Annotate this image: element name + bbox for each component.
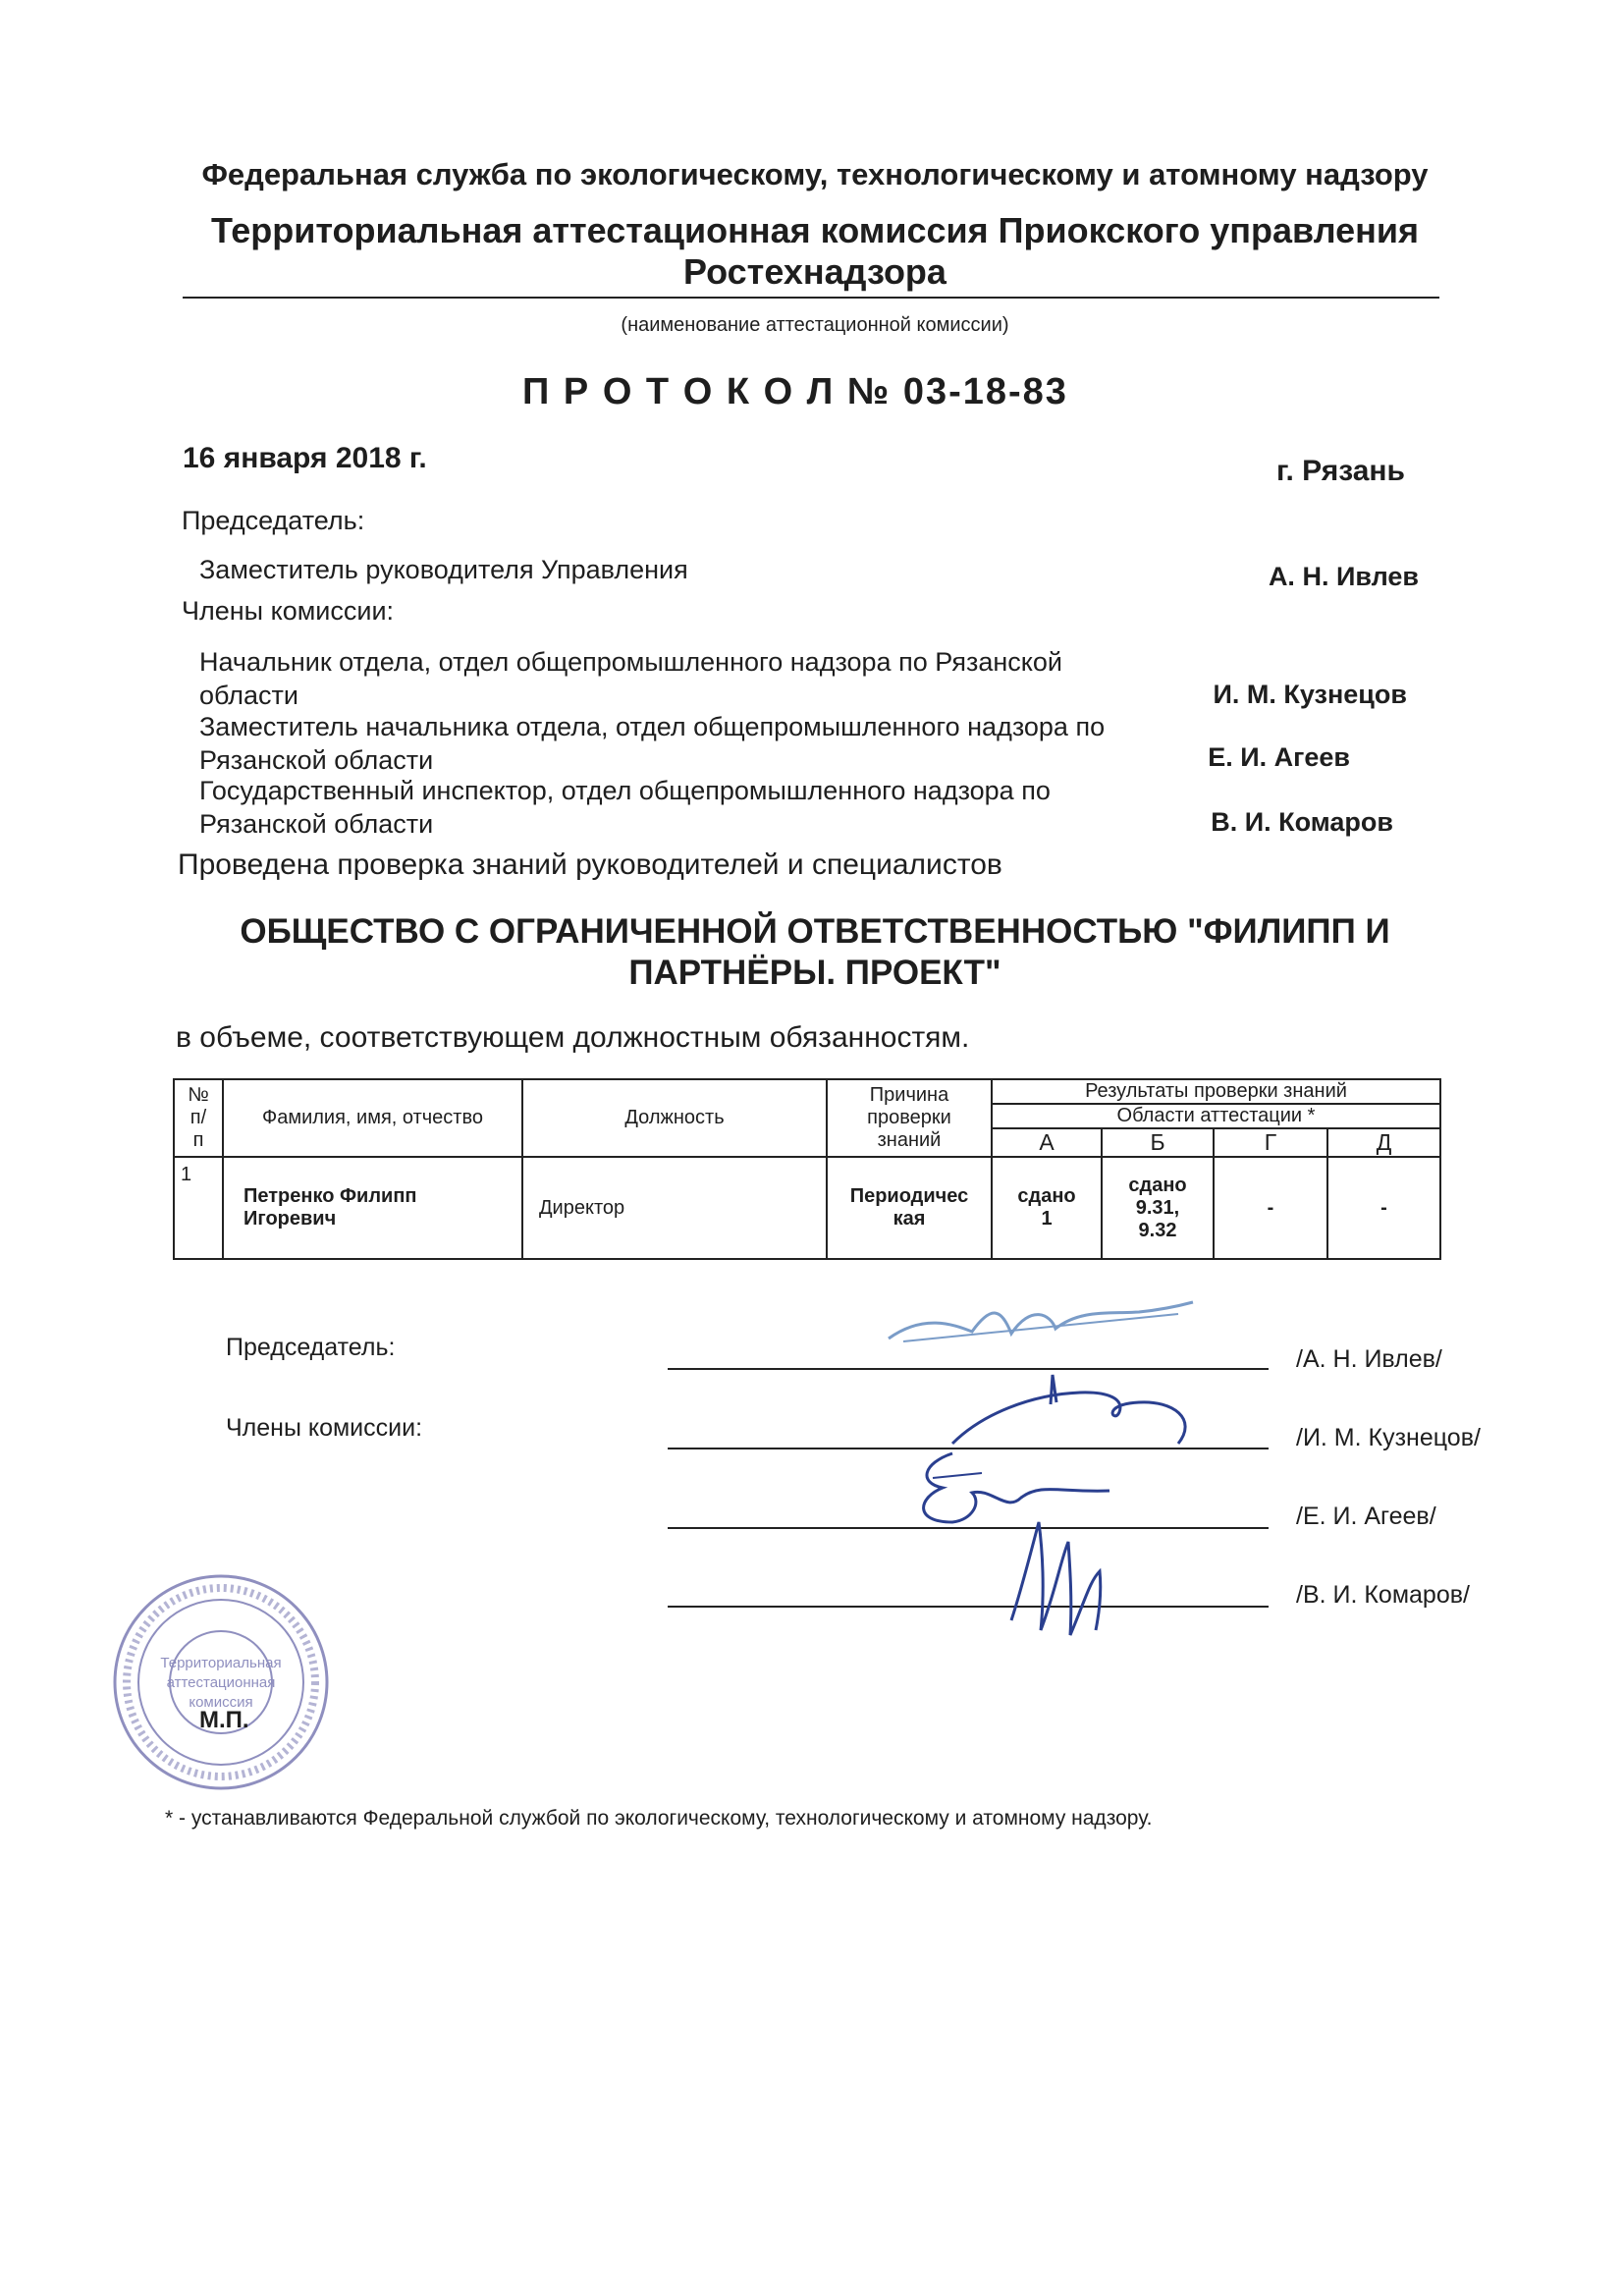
header-areas: Области аттестации * xyxy=(992,1104,1440,1128)
header-col-b: Б xyxy=(1102,1128,1214,1157)
footnote: * - устанавливаются Федеральной службой по экологическому, технологическому и атомному надзору. xyxy=(165,1807,1153,1830)
protocol-city: г. Рязань xyxy=(1275,455,1405,487)
commission-name xyxy=(137,210,1492,293)
cell-area-a xyxy=(992,1157,1102,1259)
cell-text: Игоревич xyxy=(243,1208,337,1230)
header-reason xyxy=(827,1079,992,1157)
signature-line xyxy=(668,1606,1269,1608)
stamp-text: комиссия xyxy=(189,1694,253,1711)
commission-line-2: Ростехнадзора xyxy=(683,251,947,292)
chairman-label: Председатель: xyxy=(182,506,365,535)
company-name xyxy=(137,911,1492,994)
check-text: Проведена проверка знаний руководителей и специалистов xyxy=(178,848,1002,881)
signature-name: /И. М. Кузнецов/ xyxy=(1296,1424,1481,1451)
signature-name: /Е. И. Агеев/ xyxy=(1296,1503,1436,1530)
stamp-text: аттестационная xyxy=(166,1674,276,1691)
scope-text: в объеме, соответствующем должностным обязанностям. xyxy=(176,1021,970,1054)
commission-line-1: Территориальная аттестационная комиссия Приокского управления xyxy=(211,210,1419,250)
header-results: Результаты проверки знаний xyxy=(992,1079,1440,1104)
member-position-line: Начальник отдела, отдел общепромышленного надзора по Рязанской xyxy=(199,647,1062,677)
chairman-signature xyxy=(884,1294,1198,1353)
member-position-line: Заместитель начальника отдела, отдел общепромышленного надзора по xyxy=(199,712,1106,741)
stamp-text: Территориальная xyxy=(160,1655,282,1671)
cell-text: кая xyxy=(893,1208,926,1230)
member-position xyxy=(199,645,1062,712)
members-label: Члены комиссии: xyxy=(182,596,395,626)
header-col-a: А xyxy=(992,1128,1102,1157)
header-text: Причина xyxy=(869,1084,949,1106)
header-text: № xyxy=(188,1084,209,1106)
results-table xyxy=(173,1078,1441,1260)
signature-members-label: Члены комиссии: xyxy=(226,1414,423,1442)
cell-area-d: - xyxy=(1327,1157,1440,1259)
protocol-title: П Р О Т О К О Л № 03-18-83 xyxy=(522,371,1068,412)
header-text: знаний xyxy=(877,1129,942,1151)
member-position xyxy=(199,710,1105,777)
commission-caption: (наименование аттестационной комиссии) xyxy=(621,314,1009,336)
signature-chairman-label: Председатель: xyxy=(226,1334,396,1361)
cell-text: сдано xyxy=(1017,1185,1076,1207)
header-text: проверки xyxy=(867,1107,951,1128)
member-position-line: Рязанской области xyxy=(199,809,434,839)
stamp-seal xyxy=(108,1569,334,1795)
header-fio: Фамилия, имя, отчество xyxy=(223,1079,522,1157)
protocol-date: 16 января 2018 г. xyxy=(183,442,427,474)
company-line-1: ОБЩЕСТВО С ОГРАНИЧЕННОЙ ОТВЕТСТВЕННОСТЬЮ "ФИЛИПП И xyxy=(240,912,1390,951)
chairman-name: А. Н. Ивлев xyxy=(1268,562,1419,591)
member-name: В. И. Комаров xyxy=(1211,807,1393,837)
header-col-g: Г xyxy=(1214,1128,1327,1157)
mp-label: М.П. xyxy=(199,1707,249,1733)
cell-text: Периодичес xyxy=(849,1185,969,1207)
cell-position: Директор xyxy=(522,1157,827,1259)
cell-number: 1 xyxy=(174,1157,223,1259)
member-position-line: Государственный инспектор, отдел общепромышленного надзора по xyxy=(199,776,1051,805)
signature-name: /В. И. Комаров/ xyxy=(1296,1581,1470,1609)
cell-text: 9.32 xyxy=(1138,1219,1177,1241)
header-number xyxy=(174,1079,223,1157)
header-text: п xyxy=(192,1129,204,1151)
header-col-d: Д xyxy=(1327,1128,1440,1157)
cell-reason xyxy=(827,1157,992,1259)
cell-text: Петренко Филипп xyxy=(243,1185,417,1207)
header-text: п/ xyxy=(189,1107,207,1128)
header-position: Должность xyxy=(522,1079,827,1157)
commission-underline xyxy=(183,297,1439,299)
member-signature xyxy=(1001,1512,1119,1640)
cell-area-b xyxy=(1102,1157,1214,1259)
signature-name: /А. Н. Ивлев/ xyxy=(1296,1345,1442,1373)
chairman-position: Заместитель руководителя Управления xyxy=(199,555,688,584)
cell-text: 9.31, xyxy=(1135,1196,1180,1219)
signature-line xyxy=(668,1368,1269,1370)
member-position-line: Рязанской области xyxy=(199,745,434,775)
member-position-line: области xyxy=(199,681,298,710)
cell-text: 1 xyxy=(1041,1208,1053,1230)
organization-name: Федеральная служба по экологическому, технологическому и атомному надзору xyxy=(201,157,1429,191)
member-position xyxy=(199,774,1051,841)
member-name: Е. И. Агеев xyxy=(1208,742,1350,772)
member-name: И. М. Кузнецов xyxy=(1213,680,1407,709)
company-line-2: ПАРТНЁРЫ. ПРОЕКТ" xyxy=(628,954,1001,992)
cell-fio xyxy=(223,1157,522,1259)
cell-area-g: - xyxy=(1214,1157,1327,1259)
table-row xyxy=(174,1157,1440,1259)
cell-text: сдано xyxy=(1128,1174,1187,1196)
